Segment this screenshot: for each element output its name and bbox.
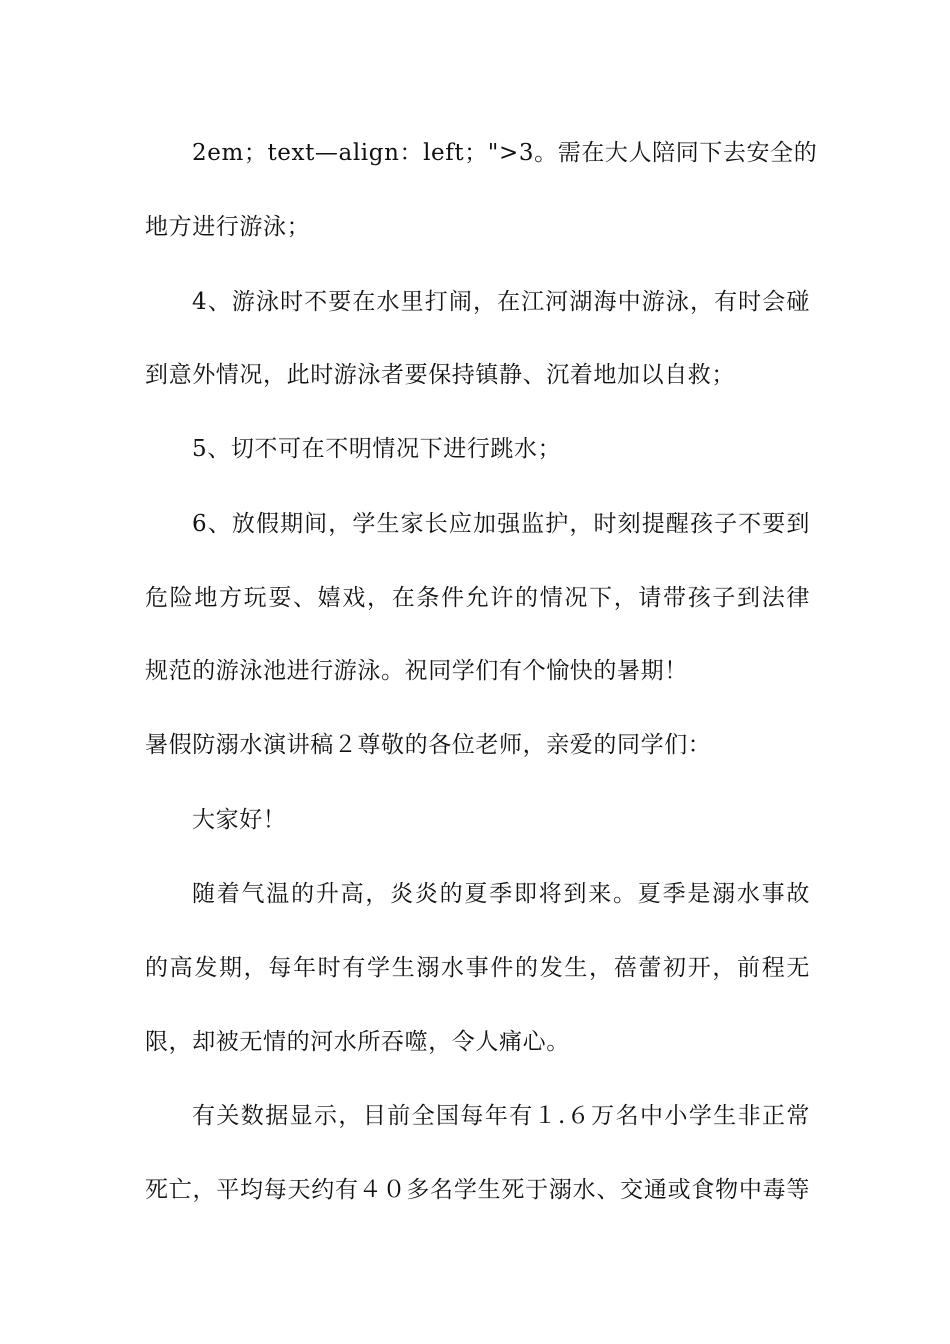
paragraph-3-line-1: 2em；text—align：left；">3。需在大人陪同下去安全的 bbox=[192, 140, 818, 166]
paragraph-7-line-1: 随着气温的升高，炎炎的夏季即将到来。夏季是溺水事故 bbox=[192, 881, 810, 907]
paragraph-4-line-2: 到意外情况，此时游泳者要保持镇静、沉着地加以自救； bbox=[145, 362, 735, 388]
paragraph-3-line-2: 地方进行游泳； bbox=[145, 214, 311, 240]
paragraph-8-line-2: 死亡，平均每天约有４０多名学生死于溺水、交通或食物中毒等 bbox=[145, 1177, 810, 1203]
paragraph-4-line-1: 4、游泳时不要在水里打闹，在江河湖海中游泳，有时会碰 bbox=[192, 289, 810, 315]
paragraph-8-line-1: 有关数据显示，目前全国每年有１.６万名中小学生非正常 bbox=[192, 1103, 810, 1129]
paragraph-6-line-1: 6、放假期间，学生家长应加强监护，时刻提醒孩子不要到 bbox=[192, 511, 810, 537]
greeting-line: 大家好！ bbox=[192, 807, 287, 833]
paragraph-7-line-3: 限，却被无情的河水所吞噬，令人痛心。 bbox=[145, 1029, 570, 1055]
paragraph-7-line-2: 的高发期，每年时有学生溺水事件的发生，蓓蕾初开，前程无 bbox=[145, 955, 810, 981]
paragraph-6-line-2: 危险地方玩耍、嬉戏，在条件允许的情况下，请带孩子到法律 bbox=[145, 585, 810, 611]
paragraph-5-line-1: 5、切不可在不明情况下进行跳水； bbox=[192, 436, 562, 462]
paragraph-6-line-3: 规范的游泳池进行游泳。祝同学们有个愉快的暑期！ bbox=[145, 658, 688, 684]
speech-2-heading: 暑假防溺水演讲稿２尊敬的各位老师，亲爱的同学们： bbox=[145, 732, 712, 758]
